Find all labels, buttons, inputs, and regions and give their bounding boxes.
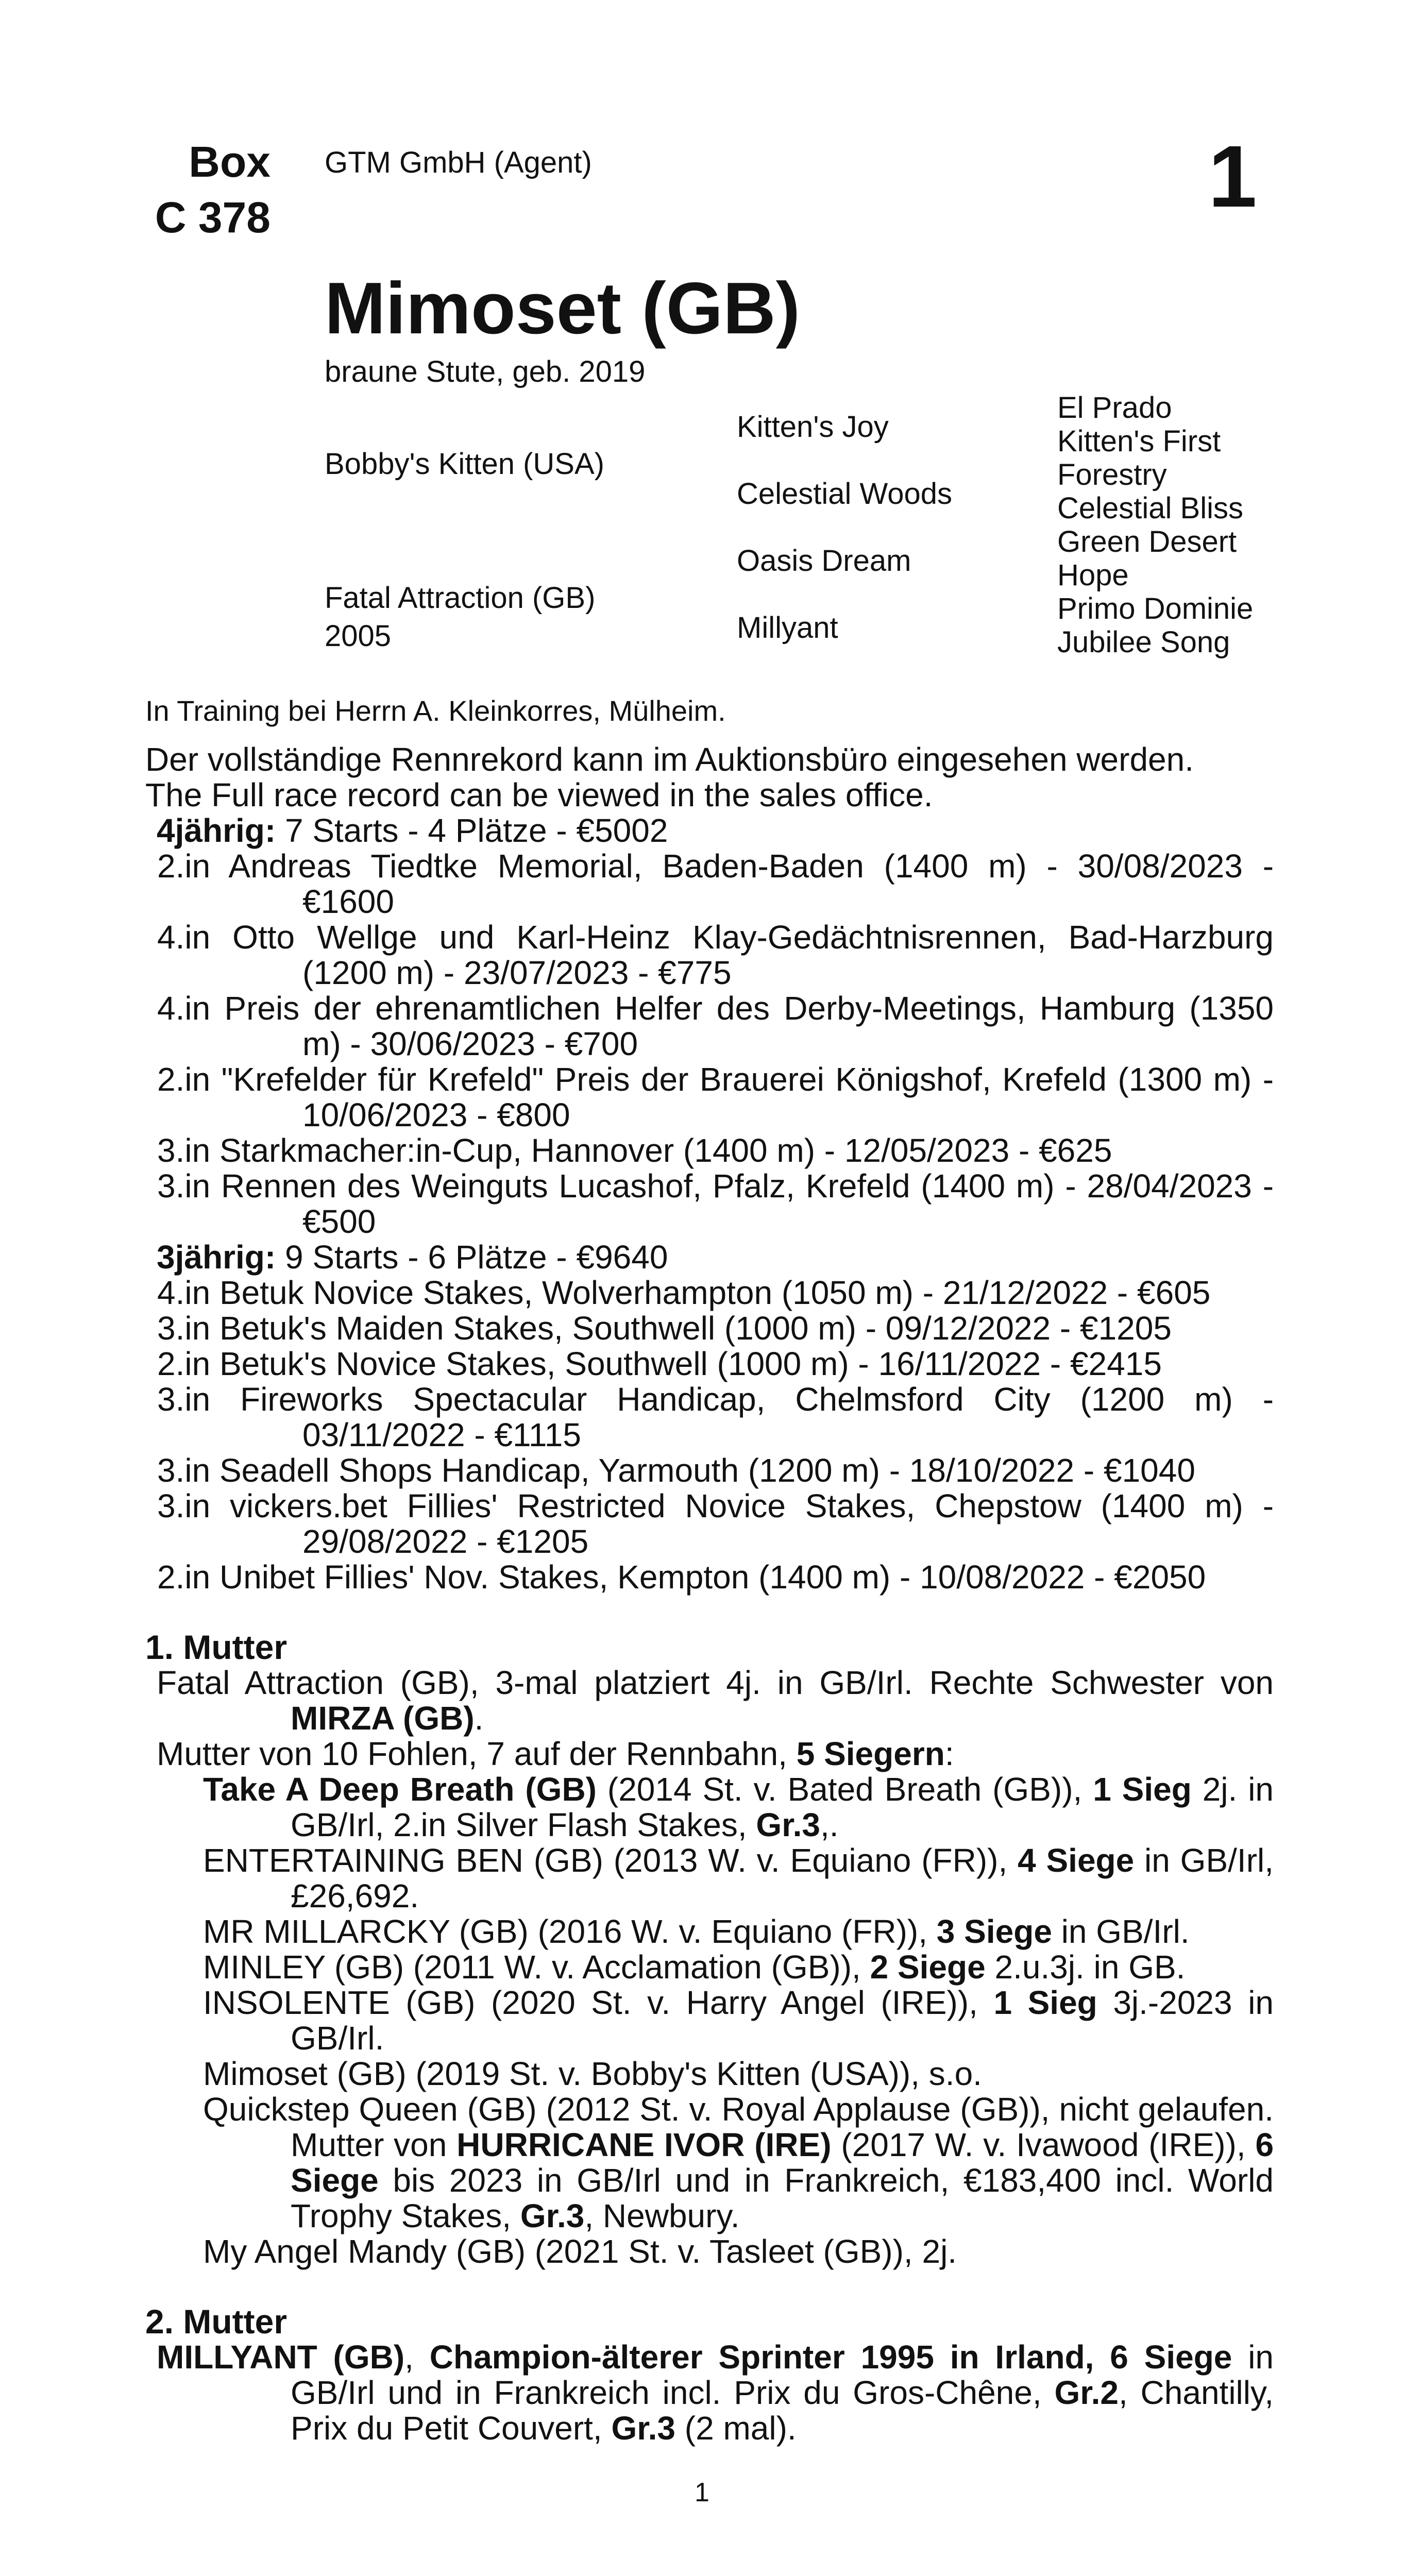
season-label: 3jährig: [157,1239,276,1276]
pedigree-gen3-item: El Prado [1057,391,1172,425]
dam-offspring-summary: Mutter von 10 Fohlen, 7 auf der Rennbahn, 5 Siegern: [157,1735,954,1772]
offspring-entry: MR MILLARCKY (GB) (2016 W. v. Equiano (FR)), 3 Siege in GB/Irl. [203,1913,1190,1950]
pedigree-gen3-item: Primo Dominie [1057,592,1254,625]
pedigree-gen2-item: Kitten's Joy [737,410,889,444]
race-record-note-en: The Full race record can be viewed in the sales office. [145,776,933,814]
season-label: 4jährig: [157,812,276,849]
race-entry: 3.in Seadell Shops Handicap, Yarmouth (1200 m) - 18/10/2022 - €1040 [157,1452,1195,1489]
season-stats: 7 Starts - 4 Plätze - €5002 [276,812,668,849]
pedigree-gen3-item: Kitten's First [1057,425,1221,458]
offspring-entry: MINLEY (GB) (2011 W. v. Acclamation (GB)), 2 Siege 2.u.3j. in GB. [203,1948,1186,1986]
race-entry: 3.in Rennen des Weinguts Lucashof, Pfalz, Krefeld (1400 m) - 28/04/2023 - €500 [157,1167,1274,1240]
season-summary [145,813,1274,849]
race-entry: 2.in Betuk's Novice Stakes, Southwell (1000 m) - 16/11/2022 - €2415 [157,1345,1162,1382]
race-entry: 4.in Preis der ehrenamtlichen Helfer des Derby-Meetings, Hamburg (1350 m) - 30/06/2023 - €700 [157,990,1274,1062]
pedigree-gen2-item: Oasis Dream [737,544,911,578]
pedigree-sire: Bobby's Kitten (USA) [325,447,604,481]
offspring-entry: Mimoset (GB) (2019 St. v. Bobby's Kitten (USA)), s.o. [203,2055,982,2092]
section-heading-mutter1: 1. Mutter [145,1628,287,1666]
race-entry: 2.in "Krefelder für Krefeld" Preis der Brauerei Königshof, Krefeld (1300 m) - 10/06/2023 - €800 [157,1061,1274,1133]
race-entry: 2.in Andreas Tiedtke Memorial, Baden-Baden (1400 m) - 30/08/2023 - €1600 [157,848,1274,920]
box-code: C 378 [155,193,270,242]
pedigree-gen3-item: Green Desert [1057,525,1237,558]
box-label: Box [189,138,270,186]
offspring-entry: Take A Deep Breath (GB) (2014 St. v. Bated Breath (GB)), 1 Sieg 2j. in GB/Irl, 2.in Silver Flash Stakes, Gr.3,. [203,1771,1274,1843]
season-stats: 9 Starts - 6 Plätze - €9640 [276,1239,668,1276]
race-entry: 3.in vickers.bet Fillies' Restricted Novice Stakes, Chepstow (1400 m) - 29/08/2022 - €1205 [157,1487,1274,1560]
pedigree-gen3-item: Hope [1057,558,1129,592]
lot-number: 1 [1208,128,1257,226]
pedigree-gen3-item: Jubilee Song [1057,625,1230,659]
race-entry: 4.in Otto Wellge und Karl-Heinz Klay-Gedächtnisrennen, Bad-Harzburg (1200 m) - 23/07/2023 - €775 [157,919,1274,991]
pedigree-gen2-item: Celestial Woods [737,477,953,511]
season-summary [145,1240,1274,1275]
pedigree-dam: Fatal Attraction (GB) [325,581,596,615]
page-number: 1 [695,2478,709,2507]
pedigree-dam-year: 2005 [325,619,392,653]
horse-name: Mimoset (GB) [325,267,800,349]
second-dam-entry: MILLYANT (GB), Champion-älterer Sprinter 1995 in Irland, 6 Siege in GB/Irl und in Frankreich incl. Prix du Gros-Chêne, Gr.2, Chantilly, Prix du Petit Couvert, Gr.3 (2 mal). [157,2338,1274,2447]
pedigree-gen3-item: Celestial Bliss [1057,492,1243,525]
section-heading-mutter2: 2. Mutter [145,2302,287,2341]
horse-description: braune Stute, geb. 2019 [325,355,646,388]
offspring-entry: My Angel Mandy (GB) (2021 St. v. Tasleet (GB)), 2j. [203,2233,957,2270]
pedigree-gen2-item: Millyant [737,611,838,645]
agent-name: GTM GmbH (Agent) [325,146,592,179]
race-record-note-de: Der vollständige Rennrekord kann im Auktionsbüro eingesehen werden. [145,741,1194,778]
catalogue-body [145,693,1274,2446]
offspring-entry: INSOLENTE (GB) (2020 St. v. Harry Angel (IRE)), 1 Sieg 3j.-2023 in GB/Irl. [203,1984,1274,2057]
pedigree-gen3-item: Forestry [1057,458,1167,492]
dam-intro: Fatal Attraction (GB), 3-mal platziert 4j. in GB/Irl. Rechte Schwester von MIRZA (GB). [157,1664,1274,1737]
training-note: In Training bei Herrn A. Kleinkorres, Mülheim. [145,694,726,727]
race-entry: 3.in Starkmacher:in-Cup, Hannover (1400 m) - 12/05/2023 - €625 [157,1132,1112,1169]
offspring-entry: Quickstep Queen (GB) (2012 St. v. Royal Applause (GB)), nicht gelaufen. Mutter von HURRICANE IVOR (IRE) (2017 W. v. Ivawood (IRE)), 6 Siege bis 2023 in GB/Irl und in Frankreich, €183,400 incl. World Trophy Stakes, Gr.3, Newbury. [203,2091,1274,2234]
race-entry: 2.in Unibet Fillies' Nov. Stakes, Kempton (1400 m) - 10/08/2022 - €2050 [157,1558,1206,1596]
race-entry: 4.in Betuk Novice Stakes, Wolverhampton (1050 m) - 21/12/2022 - €605 [157,1274,1211,1311]
race-entry: 3.in Betuk's Maiden Stakes, Southwell (1000 m) - 09/12/2022 - €1205 [157,1310,1172,1347]
offspring-entry: ENTERTAINING BEN (GB) (2013 W. v. Equiano (FR)), 4 Siege in GB/Irl, £26,692. [203,1842,1274,1914]
race-entry: 3.in Fireworks Spectacular Handicap, Chelmsford City (1200 m) - 03/11/2022 - €1115 [157,1381,1274,1453]
